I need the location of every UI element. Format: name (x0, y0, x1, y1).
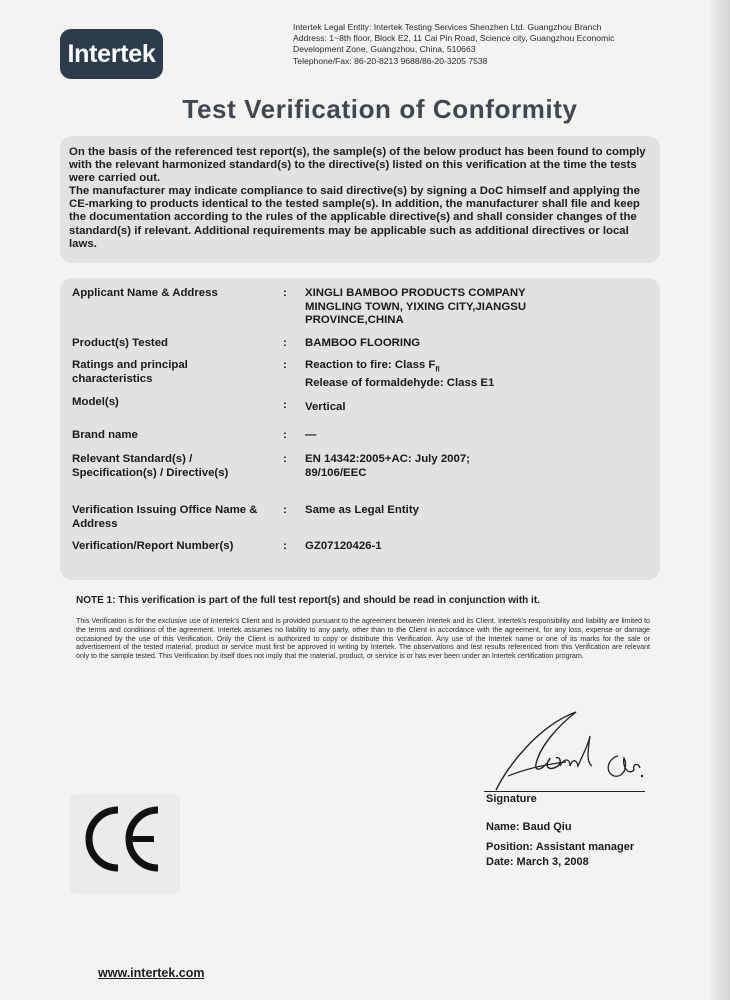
brand-label: Brand name (72, 429, 138, 441)
legal-line-1: Intertek Legal Entity: Intertek Testing Services Shenzhen Ltd. Guangzhou Branch (293, 22, 602, 32)
colon: : (283, 453, 287, 465)
logo-text: Intertek (67, 39, 156, 68)
standards-label-line-1: Relevant Standard(s) / (72, 453, 193, 465)
colon: : (283, 504, 287, 516)
note-1: NOTE 1: This verification is part of the full test report(s) and should be read in conjunction with it. (76, 595, 540, 606)
page-edge-shadow (708, 0, 730, 1000)
intertek-logo (60, 29, 163, 79)
product-label: Product(s) Tested (72, 337, 168, 349)
brand-value: — (305, 429, 317, 441)
intro-paragraph-2: The manufacturer may indicate compliance to said directive(s) by signing a DoC himself and applying the CE-marking to products identical to the tested sample(s). In addition, the manufacturer shall file and keep the documentation according to the rules of the applicable directive(s) and shall consider changes of the standard(s) if relevant. Additional requirements may be applicable such as additional directives or local laws. (69, 185, 640, 250)
standards-value (305, 453, 625, 480)
ratings-label (72, 359, 277, 386)
standards-label (72, 453, 277, 480)
colon: : (283, 337, 287, 349)
applicant-line-1: XINGLI BAMBOO PRODUCTS COMPANY (305, 287, 526, 299)
handwritten-signature (478, 706, 668, 796)
legal-entity-block (293, 22, 693, 67)
fire-class-subscript: fl (435, 366, 440, 374)
applicant-value (305, 287, 625, 328)
report-number-label: Verification/Report Number(s) (72, 540, 234, 552)
office-label (72, 504, 277, 531)
office-label-line-2: Address (72, 517, 118, 530)
standards-label-line-2: Specification(s) / Directive(s) (72, 466, 229, 479)
model-label: Model(s) (72, 396, 119, 408)
ratings-value (305, 359, 625, 390)
report-number-value: GZ07120426-1 (305, 540, 382, 552)
product-value: BAMBOO FLOORING (305, 337, 421, 349)
office-value: Same as Legal Entity (305, 504, 419, 516)
fire-class-text: Reaction to fire: Class F (305, 359, 436, 371)
ratings-label-line-1: Ratings and principal (72, 359, 188, 371)
disclaimer-text: This Verification is for the exclusive use of Intertek's Client and is provided pursuant to the agreement between Intertek and its Client. Intertek's responsibility and liability are limited to the terms and conditions of the agreement. Intertek assumes no liability to any party, other than to the Client in accordance with the agreement, for any loss, expense or damage occasioned by the use of this Verification. Only the Client is authorized to copy or distribute this Verification. Any use of the Intertek name or one of its marks for the sale or advertisement of the tested material, product or service must first be approved in writing by Intertek. The observations and test results referenced from this Verification are relevant only to the sample tested. This Verification by itself does not imply that the material, product, or service is or has ever been under an Intertek certification program. (76, 617, 650, 661)
formaldehyde-class: Release of formaldehyde: Class E1 (305, 376, 495, 389)
standards-value-line-1: EN 14342:2005+AC: July 2007; (305, 453, 470, 465)
signature-label: Signature (486, 793, 537, 805)
signature-date: Date: March 3, 2008 (486, 856, 589, 868)
applicant-line-3: PROVINCE,CHINA (305, 314, 404, 326)
ce-mark-icon (82, 802, 164, 876)
legal-line-3: Development Zone, Guangzhou, China, 510663 (293, 44, 476, 55)
footer-website-link[interactable]: www.intertek.com (98, 966, 205, 980)
model-value: Vertical (305, 401, 346, 413)
colon: : (283, 399, 287, 411)
colon: : (283, 287, 287, 299)
signer-name: Name: Baud Qiu (486, 821, 572, 833)
standards-value-line-2: 89/106/EEC (305, 466, 367, 479)
intro-paragraph-1: On the basis of the referenced test report(s), the sample(s) of the below product has been found to comply with the relevant harmonized standard(s) to the directive(s) listed on this verification at the time the tests were carried out. (69, 146, 646, 185)
intro-text (69, 146, 654, 251)
legal-line-4: Telephone/Fax: 86-20-8213 9688/86-20-3205 7538 (293, 55, 488, 66)
colon: : (283, 540, 287, 552)
ratings-label-line-2: characteristics (72, 372, 153, 385)
signer-position: Position: Assistant manager (486, 841, 635, 853)
office-label-line-1: Verification Issuing Office Name & (72, 504, 258, 516)
applicant-label: Applicant Name & Address (72, 287, 218, 299)
legal-line-2: Address: 1~8th floor, Block E2, 11 Cai Pin Road, Science city, Guangzhou Economic (293, 33, 615, 44)
fire-class (305, 359, 625, 377)
signature-line (484, 791, 645, 792)
colon: : (283, 359, 287, 371)
colon: : (283, 429, 287, 441)
document-title: Test Verification of Conformity (182, 94, 578, 124)
applicant-line-2: MINGLING TOWN, YIXING CITY,JIANGSU (305, 300, 527, 313)
